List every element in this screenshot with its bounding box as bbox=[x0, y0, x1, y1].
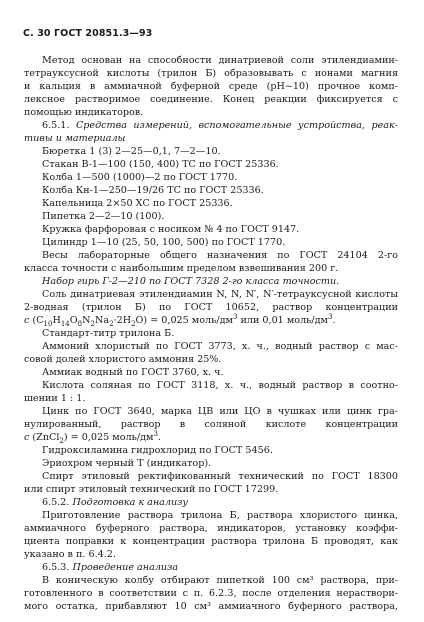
text-line: помощью индикаторов. bbox=[24, 107, 144, 118]
page-header: С. 30 ГОСТ 20851.3—93 bbox=[23, 28, 153, 39]
formula-line: c (ZnCl$_2$) = 0,025 моль/$дм^3$. bbox=[24, 429, 161, 445]
list-item: Стандарт-титр трилона Б. bbox=[42, 328, 175, 339]
list-item: Колба 1—500 (1000)—2 по ГОСТ 1770. bbox=[42, 172, 238, 183]
list-item: Гидроксиламина гидрохлорид по ГОСТ 5456. bbox=[42, 445, 273, 456]
section-number: 6.5.1. bbox=[42, 120, 70, 131]
text-line: Приготовление раствора трилона Б, раствора хлористого цинка, bbox=[42, 510, 398, 521]
formula-line: c $(C_{10}H_{14}O_8N_2Na_2\cdot 2H_2O) = 0,025$ моль/$дм^3$ или 0,01 моль/$дм^3$. bbox=[24, 312, 336, 328]
text-line: тетрауксусной кислоты (трилон Б) образовывать с ионами магния bbox=[24, 68, 398, 79]
section-6-5-3-heading bbox=[24, 561, 398, 574]
text-line: аммиачного буферного раствора, индикаторов, установку коэффи- bbox=[24, 523, 398, 534]
text-line: 2-водная (трилон Б) по ГОСТ 10652, раствор концентрации bbox=[24, 302, 398, 313]
list-item: Стакан В-1—100 (150, 400) ТС по ГОСТ 25336. bbox=[42, 159, 279, 170]
section-title-continued: тивы и материалы bbox=[24, 133, 126, 144]
text-line: совой долей хлористого аммония 25%. bbox=[24, 354, 222, 365]
text-line: В коническую колбу отбирают пипеткой 100 см³ раствора, при- bbox=[42, 575, 398, 586]
section-title: Средства измерений, вспомогательные устройства, реак- bbox=[75, 120, 398, 131]
text-line: Кислота соляная по ГОСТ 3118, х. ч., водный раствор в соотно- bbox=[42, 380, 398, 391]
text-line: готовленного в соответствии с п. 6.2.3, после отделения нераствори- bbox=[24, 588, 398, 599]
text-line: шении 1 : 1. bbox=[24, 393, 86, 404]
list-item: Эриохром черный Т (индикатор). bbox=[42, 458, 212, 469]
section-6-5-1-heading bbox=[24, 119, 398, 132]
document-body bbox=[24, 54, 398, 613]
text-line: нулированный, раствор в соляной кислоте концентрации bbox=[24, 419, 398, 430]
section-number: 6.5.2. bbox=[42, 497, 70, 508]
text-line: указано в п. 6.4.2. bbox=[24, 549, 116, 560]
text-line: Весы лабораторные общего назначения по ГОСТ 24104 2-го bbox=[42, 250, 398, 261]
list-item: Пипетка 2—2—10 (100). bbox=[42, 211, 165, 222]
text-line: или спирт этиловый технический по ГОСТ 17299. bbox=[24, 484, 279, 495]
text-line: Метод основан на способности динатриевой соли этилендиамин- bbox=[42, 55, 398, 66]
list-item: Кружка фарфоровая с носиком № 4 по ГОСТ 9147. bbox=[42, 224, 300, 235]
list-item: Колба Кн-1—250—19/26 ТС по ГОСТ 25336. bbox=[42, 185, 264, 196]
section-title: Подготовка к анализу bbox=[72, 497, 188, 508]
text-line: Аммоний хлористый по ГОСТ 3773, х. ч., водный раствор с мас- bbox=[42, 341, 398, 352]
text-line: мого остатка, прибавляют 10 см³ аммиачного буферного раствора, bbox=[24, 601, 398, 612]
text-line: циента поправки к концентрации раствора трилона Б проводят, как bbox=[24, 536, 398, 547]
section-title: Проведение анализа bbox=[72, 562, 179, 573]
text-line: Цинк по ГОСТ 3640, марка ЦВ или ЦО в чушках или цинк гра- bbox=[42, 406, 398, 417]
list-item: Аммиак водный по ГОСТ 3760, х. ч. bbox=[42, 367, 224, 378]
section-number: 6.5.3. bbox=[42, 562, 70, 573]
text-line: лексное растворимое соединение. Конец реакции фиксируется с bbox=[24, 94, 398, 105]
list-item: Капельница 2×50 ХС по ГОСТ 25336. bbox=[42, 198, 233, 209]
intro-paragraph bbox=[24, 54, 398, 119]
text-line: Соль динатриевая этилендиамин N, N, N′, N′-тетрауксусной кислоты bbox=[42, 289, 398, 300]
text-line: Спирт этиловый ректификованный технический по ГОСТ 18300 bbox=[42, 471, 398, 482]
list-item: Цилиндр 1—10 (25, 50, 100, 500) по ГОСТ 1770. bbox=[42, 237, 286, 248]
section-6-5-2-heading bbox=[24, 496, 398, 509]
text-line: и кальция в аммиачной буферной среде (рН~10) прочное комп- bbox=[24, 81, 398, 92]
text-line: класса точности с наибольшим пределом взвешивания 200 г. bbox=[24, 263, 339, 274]
list-item: Бюретка 1 (3) 2—25—0,1, 7—2—10. bbox=[42, 146, 221, 157]
list-item: Набор гирь Г-2—210 по ГОСТ 7328 2-го класса точности. bbox=[42, 276, 340, 287]
